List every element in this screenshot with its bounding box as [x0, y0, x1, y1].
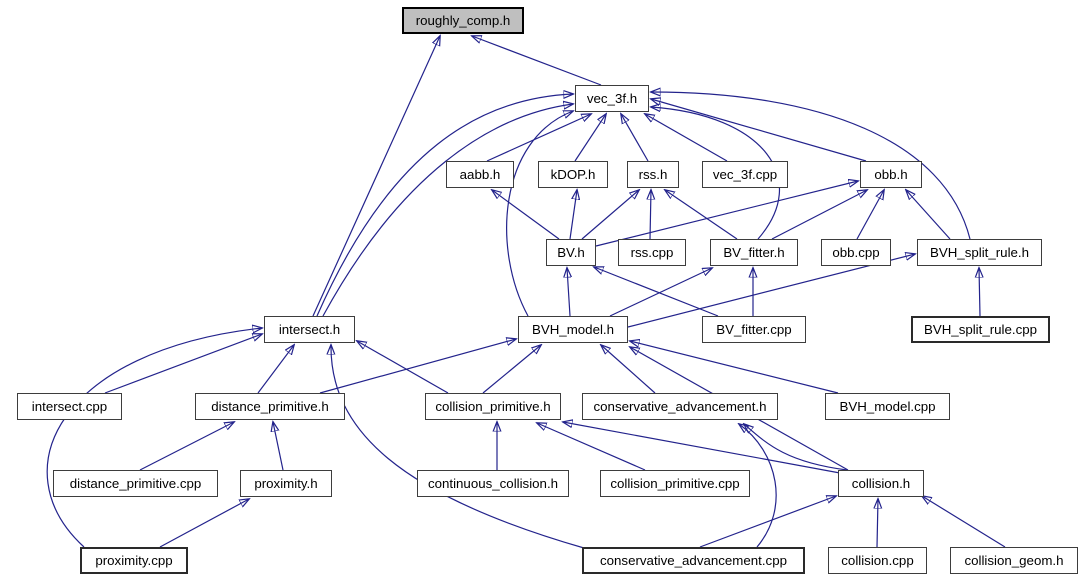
- node-label: continuous_collision.h: [427, 475, 559, 491]
- edge-collision.h-includes-collision_primitive.h: [563, 422, 840, 473]
- node-roughly_comp_h[interactable]: [402, 7, 524, 34]
- node-label: conservative_advancement.h: [593, 398, 767, 414]
- node-BVH_split_rule_cpp[interactable]: [911, 316, 1050, 343]
- node-label: obb.cpp: [832, 244, 880, 260]
- node-label: collision_primitive.cpp: [610, 475, 740, 491]
- node-label: BVH_model.cpp: [839, 398, 936, 414]
- node-label: BV_fitter.cpp: [716, 321, 792, 337]
- edge-BV_fitter.h-includes-rss.h: [665, 190, 737, 239]
- node-conservative_advancement_h[interactable]: [582, 393, 778, 420]
- node-label: BVH_split_rule.h: [929, 244, 1030, 260]
- node-label: aabb.h: [459, 166, 501, 182]
- node-label: rss.cpp: [630, 244, 674, 260]
- edge-obb.h-includes-vec_3f.h: [651, 99, 866, 161]
- node-label: BVH_model.h: [531, 321, 615, 337]
- node-label: proximity.cpp: [95, 552, 173, 568]
- edge-BV.h-includes-aabb.h: [492, 190, 559, 239]
- edge-proximity.cpp-includes-proximity.h: [160, 499, 249, 547]
- edge-collision_primitive.h-includes-BVH_model.h: [483, 345, 541, 393]
- node-label: intersect.cpp: [31, 398, 108, 414]
- node-label: BV.h: [557, 244, 585, 260]
- node-intersect_cpp[interactable]: [17, 393, 122, 420]
- node-collision_cpp[interactable]: [828, 547, 927, 574]
- node-label: distance_primitive.cpp: [69, 475, 202, 491]
- node-label: vec_3f.h: [586, 90, 638, 106]
- node-label: proximity.h: [254, 475, 318, 491]
- edge-distance_primitive.cpp-includes-distance_primitive.h: [140, 422, 234, 470]
- edge-aabb.h-includes-vec_3f.h: [487, 114, 591, 161]
- edge-proximity.cpp-includes-intersect.h: [47, 328, 262, 547]
- edge-BV.h-includes-rss.h: [582, 190, 639, 239]
- node-proximity_h[interactable]: [240, 470, 332, 497]
- edge-kDOP.h-includes-vec_3f.h: [575, 114, 606, 161]
- edge-BV_fitter.h-includes-obb.h: [772, 190, 867, 239]
- edge-rss.cpp-includes-rss.h: [650, 190, 651, 239]
- edge-proximity.h-includes-distance_primitive.h: [273, 422, 283, 470]
- node-proximity_cpp[interactable]: [80, 547, 188, 574]
- node-label: roughly_comp.h: [415, 12, 511, 28]
- node-collision_h[interactable]: [838, 470, 924, 497]
- edge-BVH_model.h-includes-BV_fitter.h: [610, 268, 712, 316]
- node-label: intersect.h: [278, 321, 341, 337]
- node-BV_fitter_cpp[interactable]: [702, 316, 806, 343]
- edge-BV.h-includes-obb.h: [596, 181, 858, 246]
- node-intersect_h[interactable]: [264, 316, 355, 343]
- edge-vec_3f.cpp-includes-vec_3f.h: [645, 114, 727, 161]
- node-label: BV_fitter.h: [723, 244, 785, 260]
- edge-collision.h-includes-conservative_advancement.h: [744, 424, 847, 470]
- edge-distance_primitive.h-includes-BVH_model.h: [320, 339, 516, 393]
- node-obb_cpp[interactable]: [821, 239, 891, 266]
- edge-conservative_advancement.cpp-includes-intersect.h: [331, 345, 584, 548]
- edge-BVH_model.cpp-includes-BVH_model.h: [630, 341, 838, 393]
- node-rss_h[interactable]: [627, 161, 679, 188]
- node-continuous_collision_h[interactable]: [417, 470, 569, 497]
- node-obb_h[interactable]: [860, 161, 922, 188]
- node-distance_primitive_cpp[interactable]: [53, 470, 218, 497]
- node-label: collision_geom.h: [964, 552, 1064, 568]
- node-label: obb.h: [874, 166, 908, 182]
- node-label: conservative_advancement.cpp: [599, 552, 787, 568]
- edge-BVH_model.h-includes-BV.h: [567, 268, 570, 316]
- node-vec_3f_cpp[interactable]: [702, 161, 788, 188]
- node-BV_h[interactable]: [546, 239, 596, 266]
- node-label: vec_3f.cpp: [712, 166, 778, 182]
- node-label: collision.cpp: [841, 552, 914, 568]
- edge-BVH_split_rule.h-includes-obb.h: [906, 190, 950, 239]
- node-label: BVH_split_rule.cpp: [923, 321, 1038, 337]
- edge-vec_3f.h-includes-roughly_comp.h: [472, 36, 601, 85]
- node-aabb_h[interactable]: [446, 161, 514, 188]
- node-vec_3f_h[interactable]: [575, 85, 649, 112]
- edge-BVH_split_rule.cpp-includes-BVH_split_rule.h: [979, 268, 980, 316]
- edge-collision_primitive.cpp-includes-collision_primitive.h: [537, 423, 645, 470]
- node-label: distance_primitive.h: [211, 398, 329, 414]
- edge-BVH_model.h-includes-vec_3f.h: [507, 111, 573, 316]
- node-collision_geom_h[interactable]: [950, 547, 1078, 574]
- edge-intersect.h-includes-roughly_comp.h: [313, 36, 440, 316]
- edge-obb.cpp-includes-obb.h: [857, 190, 884, 239]
- node-collision_primitive_cpp[interactable]: [600, 470, 750, 497]
- node-distance_primitive_h[interactable]: [195, 393, 345, 420]
- edge-collision.cpp-includes-collision.h: [877, 499, 878, 547]
- edge-collision_primitive.h-includes-intersect.h: [357, 341, 448, 393]
- edge-collision_geom.h-includes-collision.h: [922, 496, 1005, 547]
- node-label: collision.h: [851, 475, 911, 491]
- node-BVH_model_cpp[interactable]: [825, 393, 950, 420]
- edge-intersect.h-includes-vec_3f.h: [317, 94, 573, 316]
- node-collision_primitive_h[interactable]: [425, 393, 561, 420]
- node-label: collision_primitive.h: [435, 398, 551, 414]
- edge-conservative_advancement.cpp-includes-collision.h: [700, 496, 836, 547]
- node-kDOP_h[interactable]: [538, 161, 608, 188]
- node-label: kDOP.h: [550, 166, 596, 182]
- node-BVH_split_rule_h[interactable]: [917, 239, 1042, 266]
- node-rss_cpp[interactable]: [618, 239, 686, 266]
- node-BVH_model_h[interactable]: [518, 316, 628, 343]
- edge-rss.h-includes-vec_3f.h: [621, 114, 648, 161]
- edge-BV.h-includes-kDOP.h: [570, 190, 577, 239]
- edge-conservative_advancement.h-includes-BVH_model.h: [601, 345, 655, 393]
- node-conservative_advancement_cpp[interactable]: [582, 547, 805, 574]
- node-BV_fitter_h[interactable]: [710, 239, 798, 266]
- node-label: rss.h: [638, 166, 668, 182]
- edge-distance_primitive.h-includes-intersect.h: [258, 345, 294, 393]
